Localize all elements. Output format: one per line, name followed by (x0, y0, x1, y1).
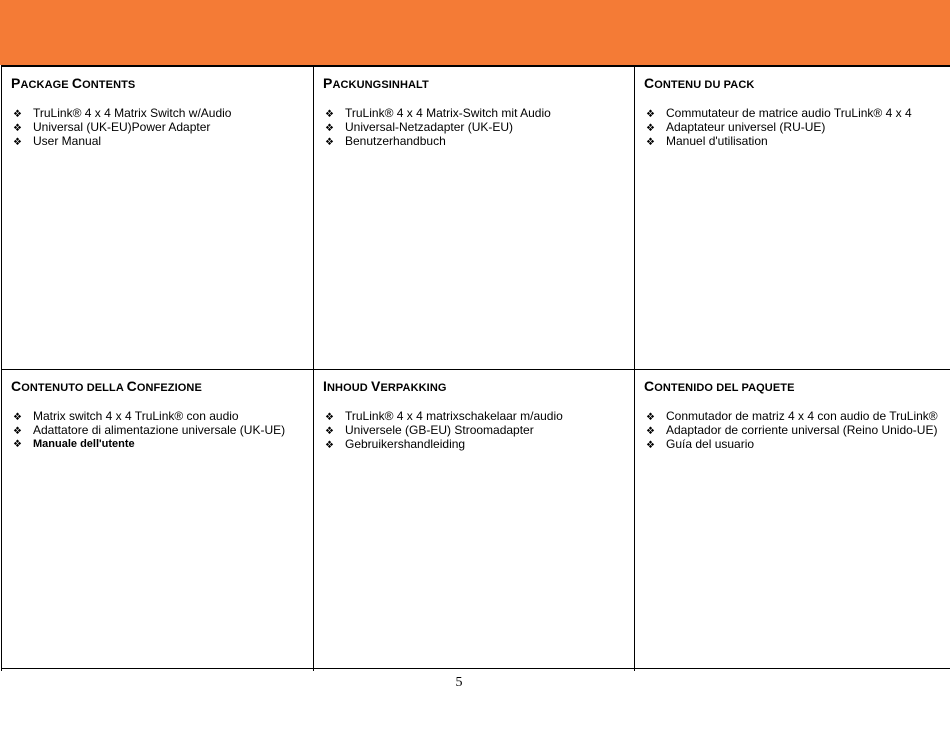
section-title: CONTENUTO DELLA CONFEZIONE (11, 378, 202, 394)
package-contents-grid (1, 65, 950, 669)
list-item: ❖ TruLink® 4 x 4 matrixschakelaar m/audio (325, 409, 563, 423)
contents-list (11, 409, 305, 451)
section-spanish (634, 369, 950, 671)
list-item: ❖ Benutzerhandbuch (325, 134, 446, 148)
list-item: ❖ Adaptateur universel (RU-UE) (646, 120, 826, 134)
list-item: ❖ Universele (GB-EU) Stroomadapter (325, 423, 534, 437)
list-item: ❖ User Manual (13, 134, 102, 148)
diamond-bullet-icon: ❖ (13, 123, 22, 134)
contents-list (323, 106, 626, 148)
section-title: PACKAGE CONTENTS (11, 75, 136, 91)
section-dutch (313, 369, 634, 671)
section-title: INHOUD VERPAKKING (323, 378, 447, 394)
list-item: ❖ Commutateur de matrice audio TruLink® 4 x 4 (646, 106, 912, 120)
list-item: ❖ Conmutador de matriz 4 x 4 con audio de TruLink® (646, 409, 938, 423)
diamond-bullet-icon: ❖ (646, 137, 655, 148)
diamond-bullet-icon: ❖ (13, 439, 22, 450)
diamond-bullet-icon: ❖ (325, 426, 334, 437)
list-item: ❖ Manuale dell'utente (13, 438, 135, 450)
diamond-bullet-icon: ❖ (646, 123, 655, 134)
diamond-bullet-icon: ❖ (13, 109, 22, 120)
header-bar (0, 0, 950, 65)
section-french (634, 67, 950, 369)
diamond-bullet-icon: ❖ (325, 123, 334, 134)
diamond-bullet-icon: ❖ (646, 426, 655, 437)
contents-list (644, 106, 942, 148)
contents-list (11, 106, 305, 148)
diamond-bullet-icon: ❖ (325, 109, 334, 120)
list-item: ❖ Gebruikershandleiding (325, 437, 466, 451)
list-item: ❖ Matrix switch 4 x 4 TruLink® con audio (13, 409, 239, 423)
diamond-bullet-icon: ❖ (325, 440, 334, 451)
diamond-bullet-icon: ❖ (646, 412, 655, 423)
page-number: 5 (455, 675, 463, 690)
diamond-bullet-icon: ❖ (646, 440, 655, 451)
diamond-bullet-icon: ❖ (325, 137, 334, 148)
list-item: ❖ Guía del usuario (646, 437, 755, 451)
contents-list (323, 409, 626, 451)
section-title: CONTENU DU PACK (644, 75, 755, 91)
section-italian (1, 369, 313, 671)
section-title: PACKUNGSINHALT (323, 75, 429, 91)
list-item: ❖ Adattatore di alimentazione universale (UK-UE) (13, 423, 286, 437)
diamond-bullet-icon: ❖ (13, 426, 22, 437)
list-item: ❖ Universal (UK-EU)Power Adapter (13, 120, 211, 134)
section-title: CONTENIDO DEL PAQUETE (644, 378, 795, 394)
list-item: ❖ Adaptador de corriente universal (Reino Unido-UE) (646, 423, 938, 437)
list-item: ❖ TruLink® 4 x 4 Matrix Switch w/Audio (13, 106, 232, 120)
contents-list (644, 409, 942, 451)
list-item: ❖ TruLink® 4 x 4 Matrix-Switch mit Audio (325, 106, 551, 120)
diamond-bullet-icon: ❖ (325, 412, 334, 423)
section-english (1, 67, 313, 369)
section-german (313, 67, 634, 369)
diamond-bullet-icon: ❖ (13, 137, 22, 148)
diamond-bullet-icon: ❖ (646, 109, 655, 120)
list-item: ❖ Manuel d'utilisation (646, 134, 768, 148)
list-item: ❖ Universal-Netzadapter (UK-EU) (325, 120, 514, 134)
diamond-bullet-icon: ❖ (13, 412, 22, 423)
